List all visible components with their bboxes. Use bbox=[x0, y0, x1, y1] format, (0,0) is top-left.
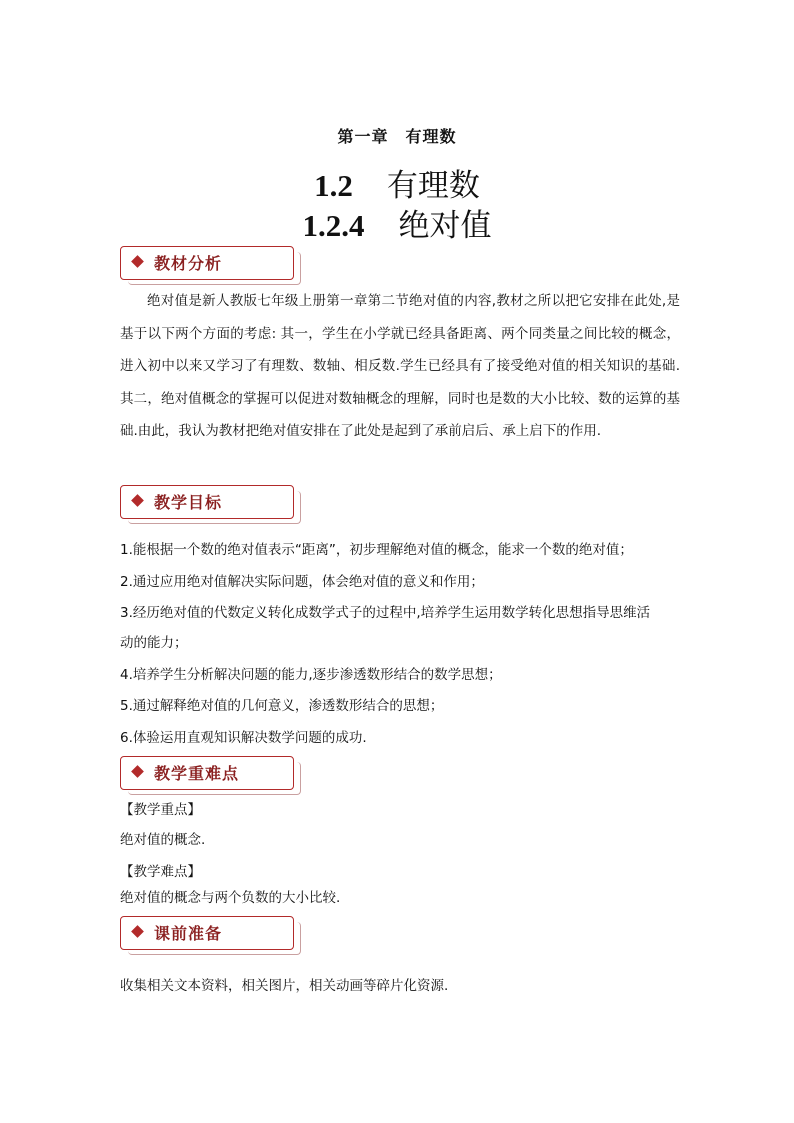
banner-label: 课前准备 bbox=[154, 924, 223, 943]
difficult-text: 绝对值的概念与两个负数的大小比较. bbox=[120, 890, 341, 906]
banner-goals bbox=[120, 485, 302, 519]
lesson-title bbox=[0, 200, 794, 245]
section-name: 有理数 bbox=[386, 168, 480, 204]
goal-item: 动的能力； bbox=[120, 635, 188, 651]
analysis-paragraph: 绝对值是新人教版七年级上册第一章第二节绝对值的内容,教材之所以把它安排在此处,是基于以下两个方面的考虑: 其一，学生在小学就已经具备距离、两个同类量之间比较的概念，进入初中以来又学习了有理数、数轴、相反数.学生已经具有了接受绝对值的相关知识的基础.其二，绝对值概念的掌握可以促进对数轴概念的理解，同时也是数的大小比较、数的运算的基础.由此，我认为教材把绝对值安排在了此处是起到了承前启后、承上启下的作用. bbox=[120, 293, 680, 439]
lesson-number: 1.2.4 bbox=[302, 208, 365, 243]
goal-item: 5.通过解释绝对值的几何意义，渗透数形结合的思想； bbox=[120, 698, 444, 714]
chapter-heading: 第一章 有理数 bbox=[337, 127, 457, 146]
key-heading: 【教学重点】 bbox=[120, 802, 201, 818]
banner-prep bbox=[120, 916, 302, 950]
banner-label: 教学重难点 bbox=[154, 764, 240, 783]
lesson-name: 绝对值 bbox=[398, 208, 492, 244]
goal-item: 4.培养学生分析解决问题的能力,逐步渗透数形结合的数学思想； bbox=[120, 667, 502, 683]
goal-item: 1.能根据一个数的绝对值表示“距离”，初步理解绝对值的概念，能求一个数的绝对值； bbox=[120, 542, 633, 558]
goal-item: 3.经历绝对值的代数定义转化成数学式子的过程中,培养学生运用数学转化思想指导思维活 bbox=[120, 605, 651, 621]
section-number: 1.2 bbox=[314, 168, 353, 203]
banner-label: 教学目标 bbox=[154, 493, 223, 512]
banner-analysis bbox=[120, 246, 302, 280]
banner-label: 教材分析 bbox=[154, 254, 223, 273]
key-text: 绝对值的概念. bbox=[120, 832, 206, 848]
section-title bbox=[0, 160, 794, 205]
goal-item: 2.通过应用绝对值解决实际问题，体会绝对值的意义和作用； bbox=[120, 574, 484, 590]
goal-item: 6.体验运用直观知识解决数学问题的成功. bbox=[120, 730, 367, 746]
banner-keypoints bbox=[120, 756, 302, 790]
prep-text: 收集相关文本资料，相关图片，相关动画等碎片化资源. bbox=[120, 978, 449, 994]
difficult-heading: 【教学难点】 bbox=[120, 864, 201, 880]
